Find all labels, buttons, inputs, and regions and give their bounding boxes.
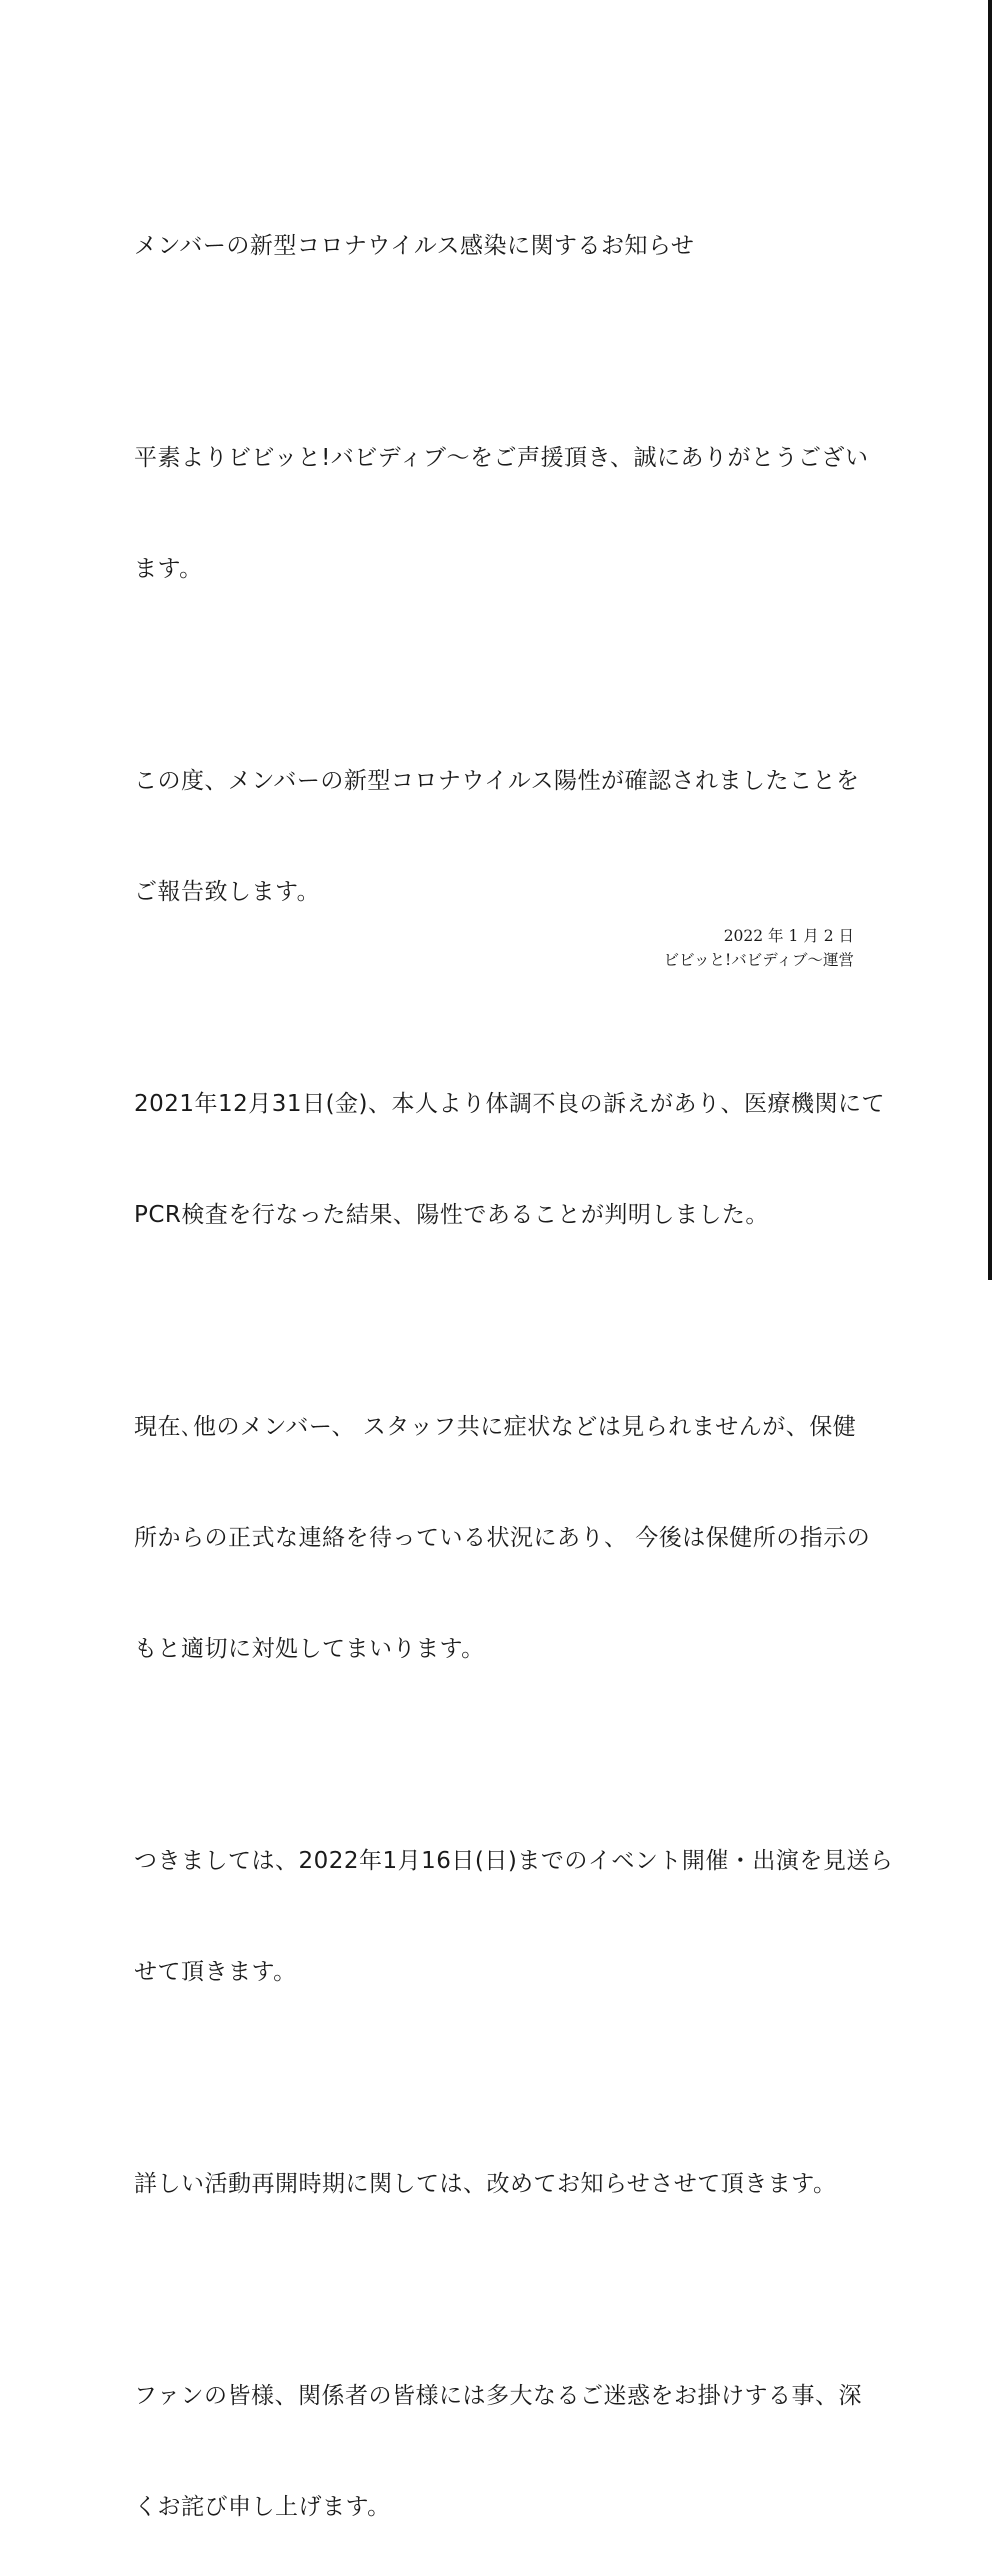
paragraph-line: 現在､他のメンバー、 スタッフ共に症状などは見られませんが、保健 <box>134 1414 857 1440</box>
paragraph-greeting <box>134 366 869 662</box>
paragraph-line: 平素よりビビッと!バビディブ〜をご声援頂き、誠にありがとうござい <box>134 445 869 471</box>
paragraph-status <box>134 1335 871 1742</box>
notice-title <box>134 154 864 339</box>
notice-body <box>134 154 894 2560</box>
paragraph-event-cancellation <box>134 1769 894 2065</box>
paragraph-details <box>134 1012 886 1308</box>
paragraph-resumption <box>134 2092 864 2277</box>
paragraph-line: この度、メンバーの新型コロナウイルス陽性が確認されましたことを <box>134 768 860 794</box>
paragraph-line: ます。 <box>134 556 203 582</box>
paragraph-apology <box>134 2304 864 2560</box>
signature-block <box>664 924 854 972</box>
paragraph-line: PCR検査を行なった結果、陽性であることが判明しました。 <box>134 1202 769 1228</box>
signature-organization: ビビッと!バビディブ〜運営 <box>663 951 854 969</box>
paragraph-line: 詳しい活動再開時期に関しては、改めてお知らせさせて頂きます。 <box>134 2171 837 2197</box>
paragraph-line: くお詫び申し上げます。 <box>134 2494 391 2520</box>
page-edge-border <box>988 0 992 1280</box>
paragraph-line: せて頂きます。 <box>134 1959 297 1985</box>
paragraph-line: 所からの正式な連絡を待っている状況にあり、 今後は保健所の指示の <box>134 1525 871 1551</box>
paragraph-line: ファンの皆様、関係者の皆様には多大なるご迷惑をお掛けする事、深 <box>134 2383 863 2409</box>
paragraph-line: ご報告致します。 <box>134 879 321 905</box>
paragraph-line: 2021年12月31日(金)、本人より体調不良の訴えがあり、医療機関にて <box>134 1091 886 1117</box>
notice-title-text: メンバーの新型コロナウイルス感染に関するお知らせ <box>134 233 695 259</box>
paragraph-line: つきましては、2022年1月16日(日)までのイベント開催・出演を見送ら <box>134 1848 894 1874</box>
paragraph-line: もと適切に対処してまいります。 <box>134 1636 485 1662</box>
signature-date: 2022 年 1 月 2 日 <box>723 927 854 945</box>
